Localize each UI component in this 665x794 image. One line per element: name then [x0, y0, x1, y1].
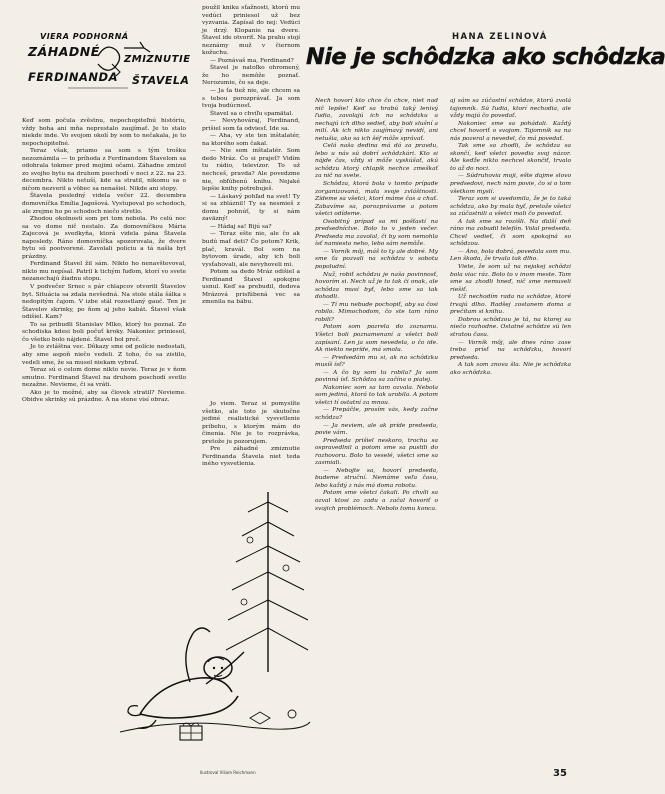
- paragraph: použil kniku sťažnosti, ktorú mu vedúci priniesol už bez vyzvania. Zapísal do nej: Vedúci je drzý. Klopanie na dvere. Štavel ide otvoriť. Na prahu stojí neznámy muž v čiernom kožuchu.: [202, 5, 300, 57]
- rubric-title-2: ZMIZNUTIE: [124, 54, 191, 65]
- paragraph: Nakoniec som sa tam ozvala. Nebola som jediná, ktorá to tak urobila. A potom všetci tí ostatní za mnou.: [315, 384, 438, 406]
- paragraph: — Ja neviem, ale ak príde predseda, povie vám.: [315, 422, 438, 437]
- paragraph: Potom sa dedo Mráz odišiel a Ferdinand Štavel spokojne usnul. Keď sa prebudil, dedova Mrázová prisľúbená vec sa zmenila na bábu.: [202, 269, 300, 306]
- column-1: [22, 118, 186, 510]
- paragraph: — Súdruhovia moji, ešte dajme slovo predsedovi, nech nám povie, čo si o tom všetkom myslí.: [450, 173, 571, 195]
- paragraph: Schôdza, ktorá bola v tomto prípade zorganizovaná, mala svoje zvláštnosti. Zídeme sa všetci, ktorí máme čas a chuť. Zabavíme sa, porozprávame a potom všetci odídeme.: [315, 181, 438, 218]
- paragraph: Je to zvláštna vec. Dôkazy sme od polície nedostali, aby sme aspoň niečo vedeli. Z toho, čo sa zistilo, vedeli sme, že sa musel niekam vybrať.: [22, 344, 186, 366]
- paragraph: Potom som pozrela do zoznamu. Všetci boli poznamenaní a všetci boli zapísaní. Len ja som nevedela, o čo ide. Ak niekto nepríde, má smolu.: [315, 324, 438, 354]
- paragraph: A tak sme sa rozišli. Na ďalší deň ráno ma zobudil telefón. Volal predseda. Chcel vedieť, či som spokojná so schôdzou.: [450, 218, 571, 248]
- paragraph: — A čo by som tu robila? Ja som povinná ísť. Schôdza sa začína o piatej.: [315, 369, 438, 384]
- paragraph: Nuž, robiť schôdzu je naša povinnosť, hovorím si. Nech už je to tak či onak, ale schôdza musí byť, lebo sme sa tak dohodli.: [315, 271, 438, 301]
- paragraph: — Tí mu nebude pochopiť, aby sa čosi robilo. Mimochodom, čo ste tam ráno robili?: [315, 301, 438, 323]
- paragraph: Pre záhadné zmiznutie Ferdinanda Štavela niet teda iného vysvetlenia.: [202, 446, 300, 468]
- paragraph: Nakoniec sme sa pohádali. Každý chcel hovoriť o svojom. Tajomník sa na nás pozeral a nevedel, čo má povedať.: [450, 120, 571, 142]
- paragraph: — Predsedám mu si, ak na schôdzku musíš ísť?: [315, 354, 438, 369]
- paragraph: — Ja ťa tiež nie, ale chcem sa s tebou porozprávať. Ja som tvoja budúcnosť.: [202, 88, 300, 110]
- rubric-title-3: FERDINANDA: [28, 70, 118, 84]
- paragraph: — Aha, vy ste ten inštalatér, na ktorého som čakal.: [202, 133, 300, 147]
- paragraph: Jo viem. Teraz si pomyslíte všetko, ale toto je skutočne jediné realistické vysvetlenie príbehu, s ktorým mám do činenia. Nie je to rozprávka, pretože ju pozorujem.: [202, 401, 300, 445]
- paragraph: — Láskavý pohľad na svet! Ty si sa zbláznil! Ty sa nesmieš z domu pohnúť, ty si nám zaväzný!: [202, 193, 300, 223]
- paragraph: V podvečer Srnec s pár chlapcov otvorili Štavelov byt. Situácia sa zdala nevšedná. Na stole stála šálka s nedopitým čajom. V izbe stál rozostlaný gauč. Ten je Štavelov skrinky, po ňom aj jeho kabát. Štavel však odišiel. Kam?: [22, 284, 186, 321]
- paragraph: Ferdinand Štavel žil sám. Nikto ho nenavštevoval, nikto mu nepísal. Patril k tichým ľuďom, ktorí vo svete nezanechajú žiadnu stopu.: [22, 261, 186, 283]
- paragraph: — Nevyhováraj, Ferdinand, prišiel som ťa odviesť. Ide sa.: [202, 118, 300, 132]
- article-title: Nie je schôdzka ako schôdzka: [306, 44, 665, 70]
- paragraph: — Nebojte sa, hovorí predseda, budeme struční. Nemáme veľa času, lebo každý z nás má doma robotu.: [315, 467, 438, 489]
- paragraph: — Prepáčte, prosím vás, kedy začne schôdza?: [315, 407, 438, 421]
- paragraph: To sa pribudli Stanislav Mlko, ktorý ho poznal. Zo schodiska kdesi boli počuť kroky. Nakoniec priniesol, čo všetko bolo nájdené. Štavel bol preč.: [22, 321, 186, 343]
- paragraph: Zhodou okolností som pri tom nebola. Po celú noc sa vo dome nič nestalo. Za domovníčkou Mária Zajecová je svedkyňa, ktorá videla pána Štavela naposledy. Ráno domovníčka spozorovala, že dvere bytu sú pootvorené. Zavolali políciu a tá našla byt prázdny.: [22, 216, 186, 260]
- paragraph: A tak som znova šla. Nie je schôdzka ako schôdzka.: [450, 362, 571, 376]
- paragraph: Osobitný prípad sa mi pošťastí na predsedníctve. Bolo to v jeden večer. Predseda ma zavolal, či by som nemohla ísť namiesto neho, lebo sám nemôže.: [315, 218, 438, 248]
- paragraph: — Teraz ešte nie, ale čo ak budú mať deti? Čo potom? Krik, plač, kravál. Bol som na bytovom úrade, aby ich boli vysťahovali, ale nevyhoveli mi.: [202, 231, 300, 268]
- paragraph: — Vorník môj, ale dnes ráno zase treba prísť na schôdzku, hovorí predseda.: [450, 339, 571, 361]
- paragraph: Teraz som si uvedomila, že je to taká schôdza, ako by mala byť, pretože všetci sa zúčastnili a všetci mali čo povedať.: [450, 196, 571, 218]
- rubric-author: VIERA PODHORNÁ: [40, 32, 129, 41]
- paragraph: Dobrou schôdzou je tá, na ktorej sa niečo rozhodne. Ostatné schôdze sú len stratou času.: [450, 316, 571, 338]
- rubric-title-1: ZÁHADNÉ: [28, 44, 100, 59]
- article-author: HANA ZELINOVÁ: [452, 32, 548, 42]
- paragraph: — Nie som inštalatér. Som dedo Mráz. Čo si prajeť? Vidím tu rádio, televízor. To už nechceš, pravda? Ale povedzme nie, obľúbenú knihu. Nejaké lepšie knihy potrebuješ.: [202, 148, 300, 193]
- paragraph: Viete, že som už na nejakej schôdzi bola viac ráz. Bolo to v inom meste. Tam sme sa zhodli hneď, nič sme nemuseli riešiť.: [450, 264, 571, 293]
- paragraph: Keď som počula zvěstnu, nepochopiteľnú históriu, vždy boha ani mňa neprestalo zaujímať. Je to stalo niekde inde. Vo svojom okolí by som to nečakala, je to nepochopiteľné.: [22, 118, 186, 147]
- paragraph: Štavel sa o chvíľu spamätal.: [210, 110, 294, 117]
- paragraph: — Vorník môj, máš to ty ale dobré. My sme ťa pozvali na schôdzu v sobotu popoludní.: [315, 248, 438, 271]
- column-3: [315, 98, 438, 788]
- paragraph: — Hádaj sa! Bijú sa?: [210, 223, 272, 230]
- paragraph: Predseda prišiel neskoro, trochu sa ospravedlnil a potom sme sa pustili do rozhovoru. Bolo to veselé, všetci sme sa zasmiali.: [315, 437, 438, 467]
- illustration-man-with-tree: [120, 482, 310, 762]
- paragraph: — Poznávaš ma, Ferdinand?: [210, 57, 294, 64]
- column-2: [202, 5, 300, 398]
- paragraph: Štavela posledný videla večer 22. decembra domovníčka Emília Jagošová. Vystupoval po schodoch, ale zrejme ho po schodoch niečo stretlo.: [22, 193, 186, 215]
- paragraph: Teraz sú o celom dome nikto nevie. Teraz je v ňom smutno. Ferdinand Štavel na druhom poschodí svetlo nezažne. Nevieme, či sa vráti.: [22, 367, 186, 389]
- paragraph: aj sám sa zúčastní schôdze, ktorú zvolá tajomník. Sú ľudia, ktorí nechodia, ale vždy majú čo povedať.: [450, 98, 571, 120]
- illustration-credit: Ilustroval Viliam Reichmann: [200, 770, 256, 775]
- rubric-heading: [28, 30, 191, 114]
- paragraph: Ako je to možné, aby sa človek stratil? Nevieme. Obidve skrinky sú prázdne. A na stene visí obraz.: [22, 389, 186, 404]
- page-number: 35: [553, 768, 567, 779]
- paragraph: Potom sme všetci čakali. Po chvíli sa ozval ktosi zo zadu a začal hovoriť o svojich problémoch. Nebolo tomu konca.: [315, 490, 438, 512]
- paragraph: Nech hovorí kto chce čo chce, niet nad nič lepšie! Keď sa hrabú taký lenivý ľudia, zavolajú ich na schôdzku a nechajú ich dlho sedieť, aby boli slušní a milí. Ak ich nikto zaujímavý nevidí, ani netušia, ako sa ich šéf môže správať.: [315, 98, 438, 142]
- rubric-title-4: ŠTAVELA: [132, 74, 190, 87]
- paragraph: Štavel je natoľko ohromený, že ho nemôže poznať. Nerozumie, čo sa deje.: [202, 65, 300, 87]
- paragraph: — Áno, bola dobrá, povedala som mu. Len škoda, že trvala tak dlho.: [450, 248, 571, 263]
- column-4: [450, 98, 571, 788]
- paragraph: Teraz však, priamo sa som s tým trošku nezoznámila — to príhoda z Ferdinandom Štavelom sa odohrala tokmer pred mojimi očami. Záhadne zmizol zo svojho bytu na druhom poschodí v noci z 22. na 23. decembra. Nikto netuší, kde sa stratil, nikomu sa o ničom nezveril a vôbec sa nenašiel. Nikde ani stopy.: [22, 148, 186, 192]
- paragraph: Už nechodím rada na schôdze, ktoré trvajú dlho. Radšej zostanem doma a prečítam si knihu.: [450, 294, 571, 316]
- paragraph: Celá naša dedina má dá za pravdu, lebo u nás sú dobrí schôdzkári. Kto si nájde čas, vždy si môže vyskúšať, akú schôdzu ktorý chlapík nechce zmeškať za nič na svete.: [315, 143, 438, 180]
- paragraph: Tak sme sa zhodli, že schôdza sa skončí, keď všetci povedia svoj názor. Ale keďže nikto nechcel skončiť, trvalo to až do noci.: [450, 143, 571, 172]
